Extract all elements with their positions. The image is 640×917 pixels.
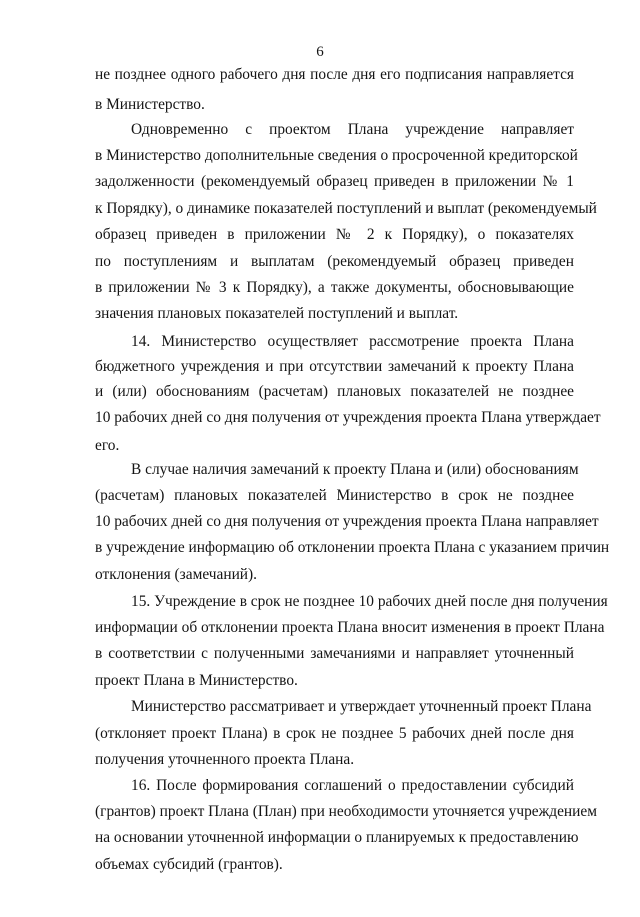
text-line: не позднее одного рабочего дня после дня его подписания направляется (95, 66, 574, 83)
text-line: значения плановых показателей поступлений и выплат. (95, 305, 459, 322)
text-line: информации об отклонении проекта Плана вносит изменения в проект Плана (95, 619, 605, 636)
text-line: в приложении № 3 к Порядку), а также документы, обосновывающие (95, 279, 574, 296)
text-line: 10 рабочих дней со дня получения от учреждения проекта Плана утверждает (95, 409, 601, 426)
text-line: бюджетного учреждения и при отсутствии замечаний к проекту Плана (95, 358, 574, 375)
text-line: (грантов) проект Плана (План) при необходимости уточняется учреждением (95, 803, 597, 820)
text-line: задолженности (рекомендуемый образец приведен в приложении № 1 (95, 173, 574, 190)
text-line: к Порядку), о динамике показателей поступлений и выплат (рекомендуемый (95, 200, 597, 217)
text-line: в Министерство дополнительные сведения о просроченной кредиторской (95, 147, 578, 164)
text-line: на основании уточненной информации о планируемых к предоставлению (95, 829, 579, 846)
text-line: (расчетам) плановых показателей Министерство в срок не позднее (95, 487, 574, 504)
text-line: Министерство рассматривает и утверждает уточненный проект Плана (131, 698, 592, 715)
text-line: Одновременно с проектом Плана учреждение направляет (131, 121, 574, 138)
text-line: В случае наличия замечаний к проекту Плана и (или) обоснованиям (131, 461, 579, 478)
text-line: 16. После формирования соглашений о предоставлении субсидий (131, 777, 574, 794)
text-line: по поступлениям и выплатам (рекомендуемый образец приведен (95, 253, 574, 270)
text-line: в соответствии с полученными замечаниями и направляет уточненный (95, 645, 574, 662)
text-line: получения уточненного проекта Плана. (95, 751, 355, 768)
text-line: и (или) обоснованиям (расчетам) плановых показателей не позднее (95, 383, 574, 400)
text-line: в учреждение информацию об отклонении проекта Плана с указанием причин (95, 539, 610, 556)
text-line: объемах субсидий (грантов). (95, 856, 283, 873)
text-line: образец приведен в приложении № 2 к Порядку), о показателях (95, 226, 574, 243)
text-line: проект Плана в Министерство. (95, 672, 298, 689)
text-line: в Министерство. (95, 96, 205, 113)
text-line: 10 рабочих дней со дня получения от учреждения проекта Плана направляет (95, 513, 599, 530)
text-line: (отклоняет проект Плана) в срок не позднее 5 рабочих дней после дня (95, 725, 574, 742)
text-line: 15. Учреждение в срок не позднее 10 рабочих дней после дня получения (131, 593, 608, 610)
text-line: его. (95, 437, 120, 454)
text-line: 14. Министерство осуществляет рассмотрение проекта Плана (131, 333, 574, 350)
page-number: 6 (316, 44, 324, 60)
text-line: отклонения (замечаний). (95, 566, 258, 583)
